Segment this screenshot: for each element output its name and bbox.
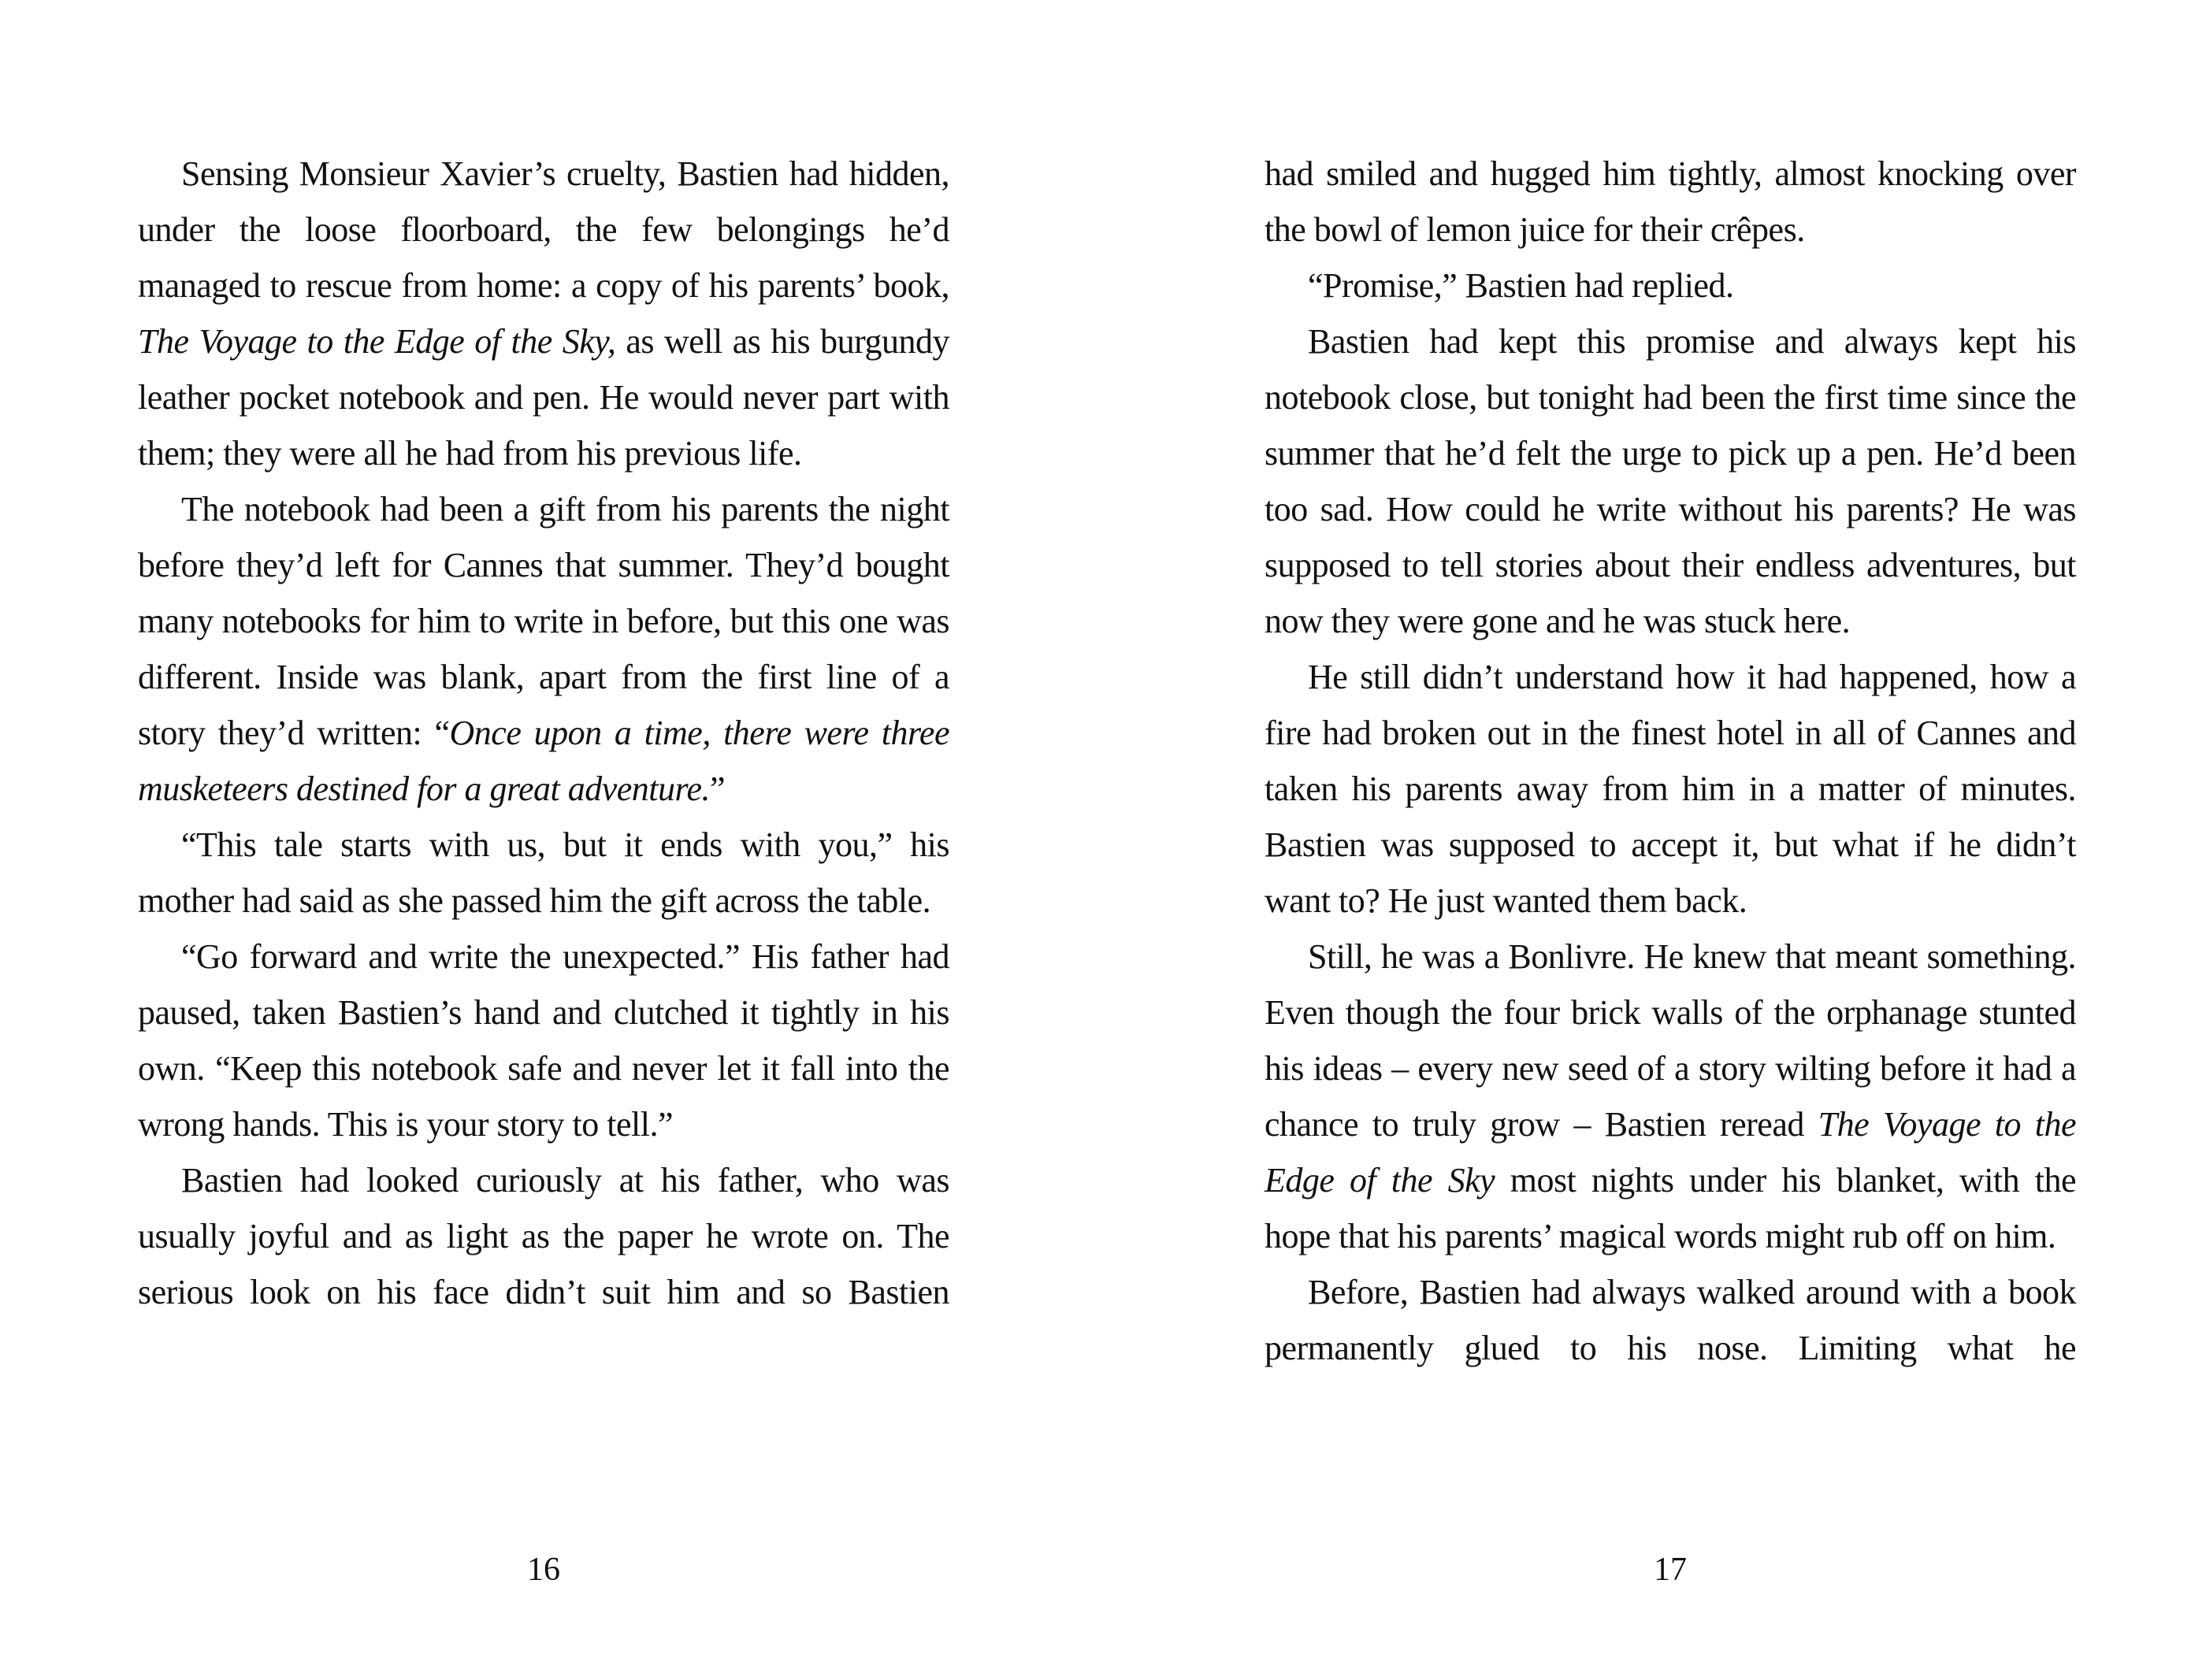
paragraph <box>1265 146 2076 258</box>
text-run: had smiled and hugged him tightly, almost knocking over the bowl of lemon juice for their crêpes. <box>1265 154 2076 249</box>
text-run: “This tale starts with us, but it ends with you,” his mother had said as she passed him the gift across the table. <box>138 825 949 920</box>
paragraph <box>1265 929 2076 1264</box>
text-run: as well as his burgundy leather pocket notebook and pen. He would never part with them; they were all he had from his previous life. <box>138 322 950 473</box>
text-run: He still didn’t understand how it had happened, how a fire had broken out in the finest hotel in all of Cannes and taken his parents away from him in a matter of minutes. Bastien was supposed to accept it, but what if he didn’t want to? He just wanted them back. <box>1265 658 2076 920</box>
paragraph <box>138 481 949 817</box>
italic-text-run: The Voyage to the Edge of the Sky, <box>138 322 616 361</box>
paragraph <box>1265 258 2076 313</box>
italic-text-run: The Voyage to the Edge of the Sky <box>1265 1105 2076 1200</box>
italic-text-run: Once upon a time, there were three musketeers destined for a great adventure. <box>138 714 949 808</box>
text-run: Bastien had looked curiously at his father, who was usually joyful and as light as the paper he wrote on. The serious look on his face didn’t suit him and so Bastien <box>138 1161 949 1311</box>
text-run: most nights under his blanket, with the hope that his parents’ magical words might rub off on him. <box>1265 1161 2076 1255</box>
page-right-text <box>1265 146 2076 1376</box>
page-left-number: 16 <box>527 1552 560 1588</box>
paragraph <box>1265 313 2076 649</box>
text-run: “Promise,” Bastien had replied. <box>1308 266 1734 305</box>
paragraph <box>138 146 949 481</box>
paragraph <box>138 929 949 1152</box>
text-run: Before, Bastien had always walked around with a book permanently glued to his nose. Limiting what he <box>1265 1273 2076 1367</box>
page-left-text <box>138 146 949 1320</box>
text-run: Still, he was a Bonlivre. He knew that meant something. Even though the four brick walls of the orphanage stunted his ideas – every new seed of a story wilting before it had a chance to truly grow – Bastien reread <box>1265 937 2076 1144</box>
text-run: Bastien had kept this promise and always kept his notebook close, but tonight had been the first time since the summer that he’d felt the urge to pick up a pen. He’d been too sad. How could he write without his parents? He was supposed to tell stories about their endless adventures, but now they were gone and he was stuck here. <box>1265 322 2076 640</box>
text-run: The notebook had been a gift from his parents the night before they’d left for Cannes that summer. They’d bought many notebooks for him to write in before, but this one was different. Inside was blank, apart from the first line of a story they’d written: “ <box>138 490 949 752</box>
paragraph <box>1265 1264 2076 1376</box>
paragraph <box>138 817 949 929</box>
text-run: Sensing Monsieur Xavier’s cruelty, Bastien had hidden, under the loose floorboard, the few belongings he’d managed to rescue from home: a copy of his parents’ book, <box>138 154 949 305</box>
text-run: “Go forward and write the unexpected.” His father had paused, taken Bastien’s hand and clutched it tightly in his own. “Keep this notebook safe and never let it fall into the wrong hands. This is your story to tell.” <box>138 937 949 1144</box>
paragraph <box>1265 649 2076 929</box>
page-right <box>1103 0 2206 1680</box>
text-run: ” <box>710 770 726 808</box>
page-right-number: 17 <box>1654 1552 1687 1588</box>
paragraph <box>138 1152 949 1320</box>
